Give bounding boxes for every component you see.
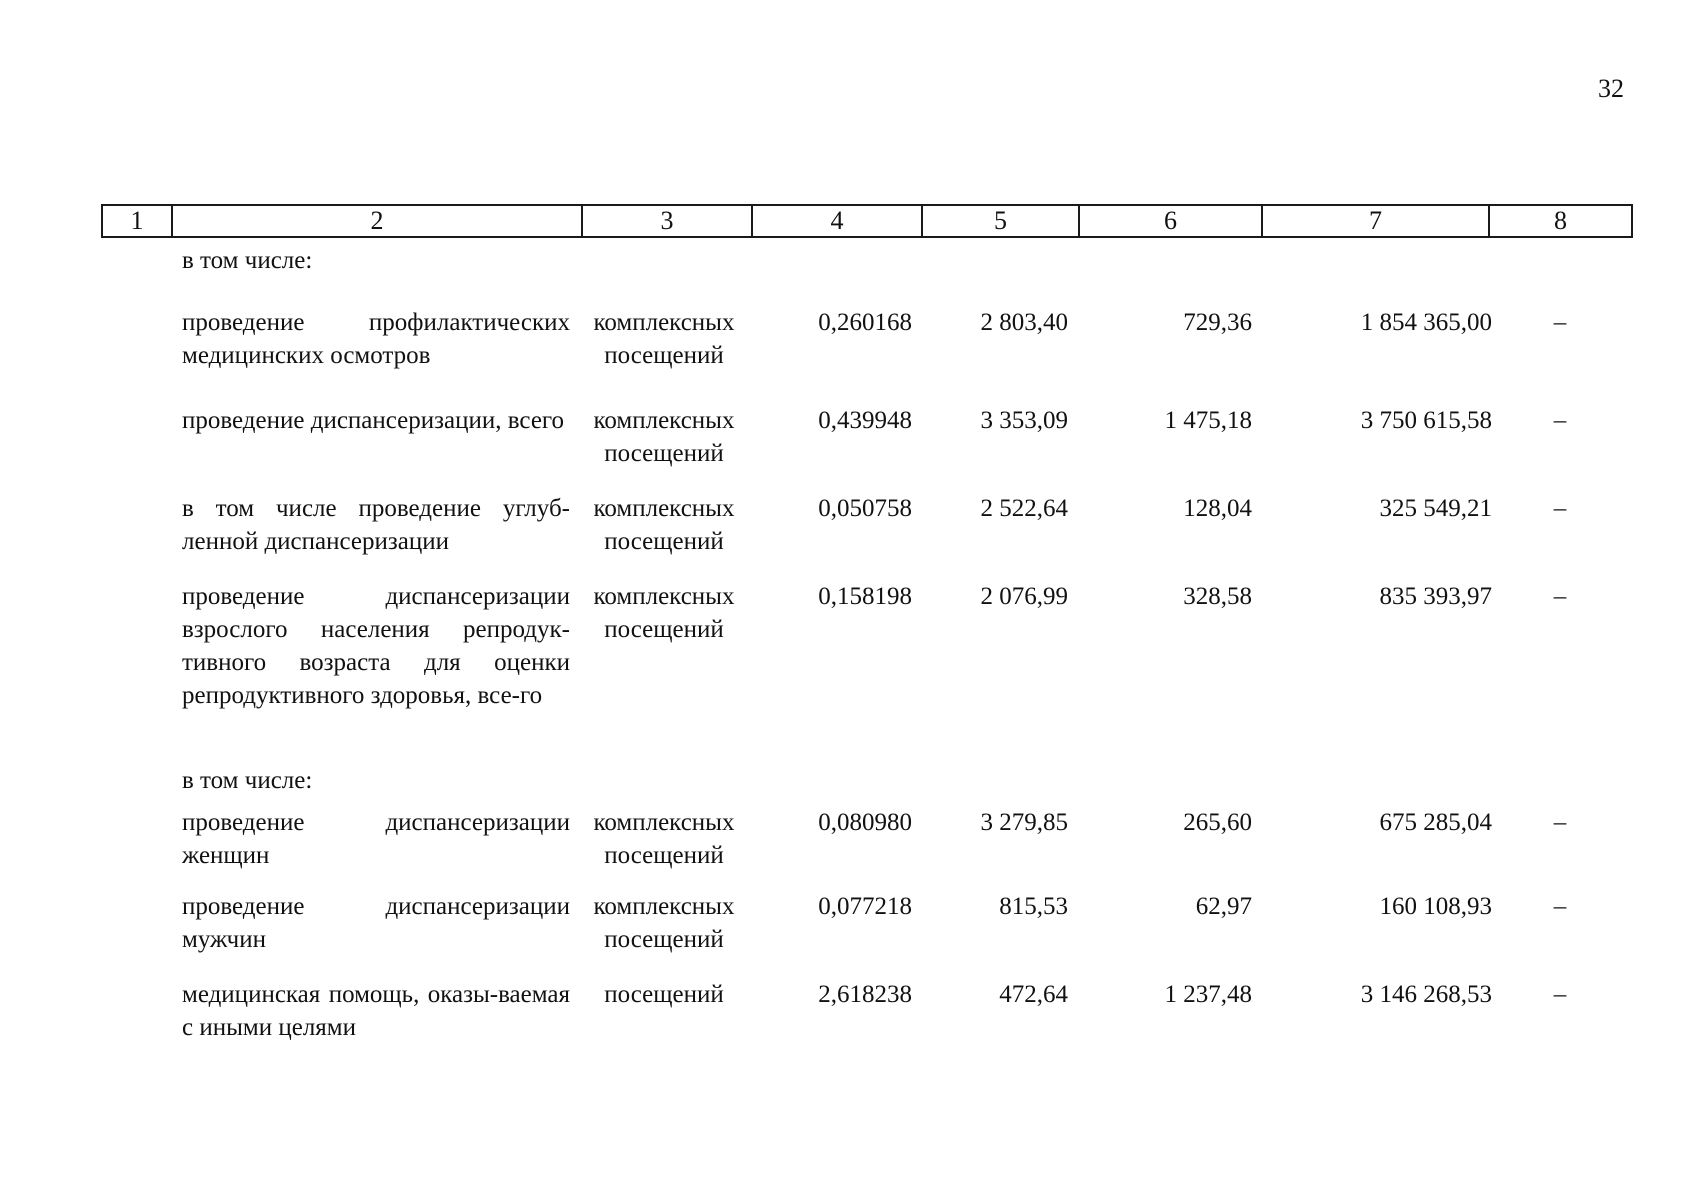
row-heading: в том числе: bbox=[182, 247, 313, 274]
row-col-6: 128,04 bbox=[1183, 495, 1252, 522]
row-col-5: 2 803,40 bbox=[980, 309, 1068, 336]
row-name: проведение диспансеризации мужчин bbox=[182, 893, 570, 953]
row-col-5: 472,64 bbox=[999, 981, 1068, 1008]
row-col-8: – bbox=[1553, 495, 1567, 522]
row-col-6: 1 475,18 bbox=[1164, 407, 1252, 434]
row-unit: комплексных посещений bbox=[593, 583, 735, 643]
row-col-8: – bbox=[1553, 583, 1567, 610]
header-col-3: 3 bbox=[582, 205, 752, 237]
row-col-6: 62,97 bbox=[1195, 893, 1252, 920]
row-col-6: 1 237,48 bbox=[1164, 981, 1252, 1008]
row-col-5: 2 076,99 bbox=[980, 583, 1068, 610]
row-col-6: 328,58 bbox=[1183, 583, 1252, 610]
row-heading: в том числе: bbox=[182, 767, 313, 794]
row-name: проведение диспансеризации, всего bbox=[182, 407, 565, 434]
row-unit: комплексных посещений bbox=[593, 309, 735, 369]
row-col-4: 0,080980 bbox=[818, 809, 912, 836]
header-col-7: 7 bbox=[1262, 205, 1489, 237]
header-col-5: 5 bbox=[922, 205, 1079, 237]
row-col-4: 2,618238 bbox=[818, 981, 912, 1008]
header-col-2: 2 bbox=[172, 205, 582, 237]
header-col-8: 8 bbox=[1489, 205, 1632, 237]
row-name: в том числе проведение углуб-ленной диспансеризации bbox=[182, 495, 570, 555]
row-col-7: 675 285,04 bbox=[1379, 809, 1492, 836]
row-name: медицинская помощь, оказы-ваемая с иными целями bbox=[182, 981, 570, 1041]
row-col-4: 0,260168 bbox=[818, 309, 912, 336]
row-col-7: 160 108,93 bbox=[1379, 893, 1492, 920]
row-unit: комплексных посещений bbox=[593, 809, 735, 869]
row-col-8: – bbox=[1553, 981, 1567, 1008]
row-col-5: 3 279,85 bbox=[980, 809, 1068, 836]
row-col-7: 325 549,21 bbox=[1379, 495, 1492, 522]
header-col-6: 6 bbox=[1079, 205, 1262, 237]
header-col-4: 4 bbox=[752, 205, 922, 237]
row-col-4: 0,077218 bbox=[818, 893, 912, 920]
row-col-5: 2 522,64 bbox=[980, 495, 1068, 522]
row-unit: посещений bbox=[604, 981, 724, 1008]
row-name: проведение диспансеризации женщин bbox=[182, 809, 570, 869]
row-col-7: 1 854 365,00 bbox=[1360, 309, 1492, 336]
row-col-7: 3 146 268,53 bbox=[1360, 981, 1492, 1008]
row-col-6: 265,60 bbox=[1183, 809, 1252, 836]
row-col-4: 0,439948 bbox=[818, 407, 912, 434]
row-col-5: 3 353,09 bbox=[980, 407, 1068, 434]
row-unit: комплексных посещений bbox=[593, 893, 735, 953]
row-col-8: – bbox=[1553, 407, 1567, 434]
row-unit: комплексных посещений bbox=[593, 407, 735, 467]
row-col-8: – bbox=[1553, 809, 1567, 836]
page-number: 32 bbox=[1598, 74, 1624, 103]
row-col-8: – bbox=[1553, 309, 1567, 336]
header-col-1: 1 bbox=[102, 205, 172, 237]
row-col-5: 815,53 bbox=[999, 893, 1068, 920]
row-col-6: 729,36 bbox=[1183, 309, 1252, 336]
row-col-8: – bbox=[1553, 893, 1567, 920]
row-name: проведение профилактических медицинских осмотров bbox=[182, 309, 570, 369]
row-col-4: 0,158198 bbox=[818, 583, 912, 610]
row-unit: комплексных посещений bbox=[593, 495, 735, 555]
row-name: проведение диспансеризации взрослого населения репродук-тивного возраста для оценки репродуктивного здоровья, все-го bbox=[182, 583, 570, 709]
row-col-7: 3 750 615,58 bbox=[1360, 407, 1492, 434]
row-col-4: 0,050758 bbox=[818, 495, 912, 522]
row-col-7: 835 393,97 bbox=[1379, 583, 1492, 610]
